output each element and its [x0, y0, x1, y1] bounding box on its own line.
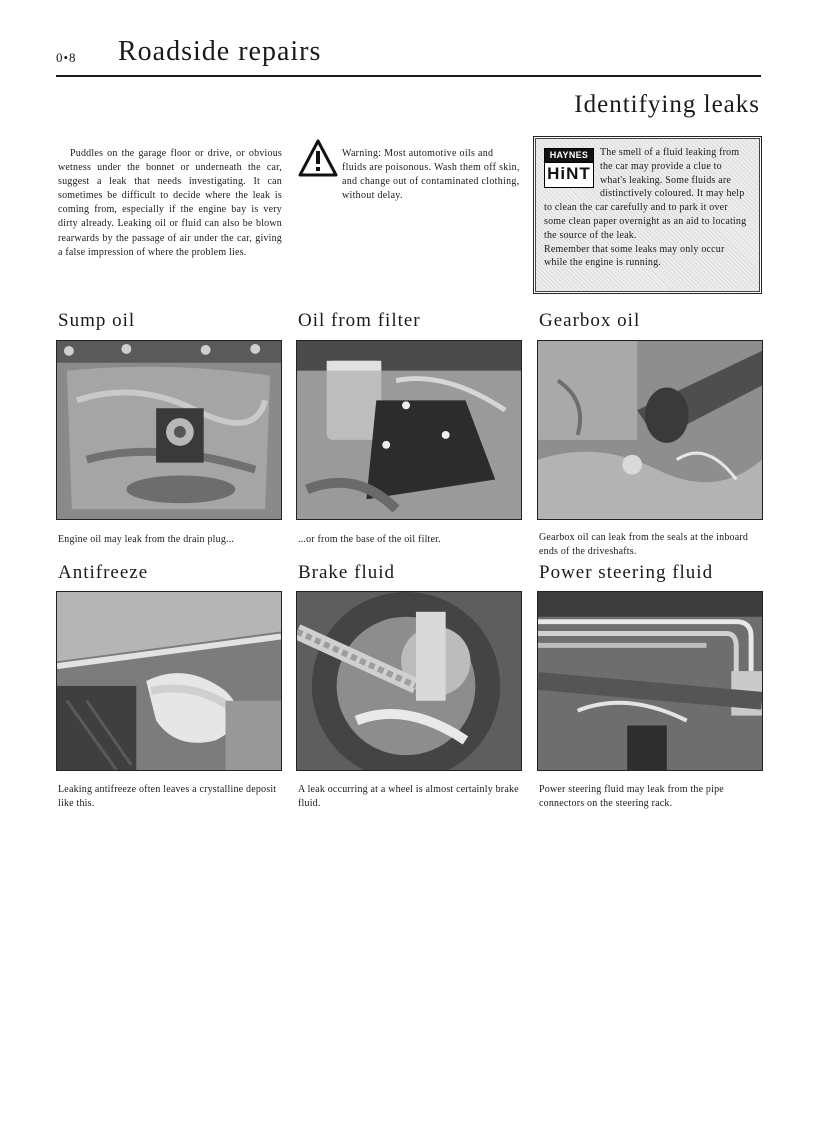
photo-antifreeze [56, 591, 282, 771]
hint-logo-top: HAYNES [545, 149, 593, 162]
caption-power-steering-fluid: Power steering fluid may leak from the pipe connectors on the steering rack. [539, 784, 724, 809]
photo-brake-fluid [296, 591, 522, 771]
photo-gearbox-oil [537, 340, 763, 520]
figure-title-oil-from-filter: Oil from filter [298, 310, 421, 331]
figure-title-sump-oil: Sump oil [58, 310, 136, 331]
figure-title-gearbox-oil: Gearbox oil [539, 310, 641, 331]
caption-sump-oil: Engine oil may leak from the drain plug... [58, 534, 235, 545]
photo-oil-from-filter [296, 340, 522, 520]
caption-antifreeze: Leaking antifreeze often leaves a crystalline deposit like this. [58, 784, 277, 809]
section-title: Identifying leaks [574, 91, 760, 118]
caption-gearbox-oil: Gearbox oil can leak from the seals at the inboard ends of the driveshafts. [539, 532, 749, 557]
caption-oil-from-filter: ...or from the base of the oil filter. [298, 534, 441, 545]
intro-paragraph: Puddles on the garage floor or drive, or obvious wetness under the bonnet or underneath the car, suggest a leak that needs investigating. It can sometimes be difficult to decide where the leak is coming from, especially if the engine bay is very dirty already. Leaking oil or fluid can also be blown rearwards by the passage of air under the car, giving a false impression of where the problem lies. [58, 148, 282, 258]
hint-paragraph-2: Remember that some leaks may only occur while the engine is running. [544, 243, 725, 269]
hint-logo-bottom: HiNT [545, 162, 593, 185]
figure-title-brake-fluid: Brake fluid [298, 562, 396, 583]
page-title: Roadside repairs [118, 36, 322, 67]
caption-brake-fluid: A leak occurring at a wheel is almost certainly brake fluid. [298, 784, 519, 809]
warning-triangle-icon [298, 139, 338, 177]
warning-text: Warning: Most automotive oils and fluids are poisonous. Wash them off skin, and change out of contaminated clothing, without delay. [342, 148, 520, 202]
page-number: 0•8 [56, 50, 77, 65]
header-rule [56, 75, 761, 77]
photo-sump-oil [56, 340, 282, 520]
haynes-hint-box [533, 136, 762, 294]
hint-paragraph-1: The smell of a fluid leaking from the car may provide a clue to what's leaking. Some fluids are distinctively coloured. It may help to clean the car carefully and to park it over some clean paper overnight as an aid to locating the source of the leak. [544, 147, 747, 241]
photo-power-steering-fluid [537, 591, 763, 771]
haynes-hint-logo [544, 148, 594, 188]
figure-title-antifreeze: Antifreeze [58, 562, 149, 583]
figure-title-power-steering-fluid: Power steering fluid [539, 562, 714, 583]
